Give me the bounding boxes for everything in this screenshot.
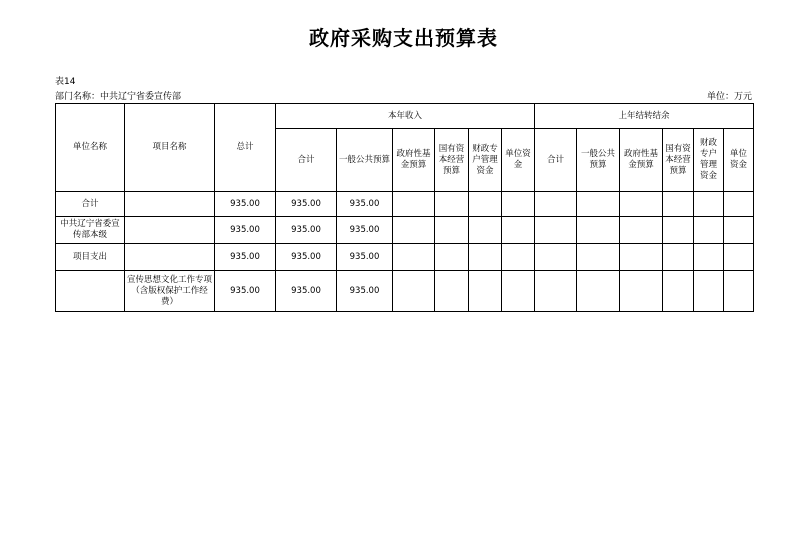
cell-empty [393,192,435,217]
header-co-state-capital: 国有资本经营预算 [663,129,694,192]
cell-empty [663,271,694,312]
cell-empty [663,244,694,271]
table-number: 表14 [55,77,76,87]
cell-unit: 项目支出 [56,244,125,271]
cell-empty [694,244,724,271]
cell-cy-general: 935.00 [337,192,393,217]
header-co-fund: 政府性基金预算 [620,129,663,192]
cell-empty [502,244,535,271]
cell-unit: 中共辽宁省委宣传部本级 [56,217,125,244]
cell-empty [393,217,435,244]
cell-empty [577,271,620,312]
cell-empty [535,217,577,244]
header-co-general: 一般公共预算 [577,129,620,192]
cell-empty [724,217,754,244]
cell-empty [694,217,724,244]
cell-cy-total: 935.00 [276,192,337,217]
header-unit-name: 单位名称 [56,104,125,192]
cell-empty [469,271,502,312]
table-row [56,192,754,217]
cell-empty [535,192,577,217]
cell-empty [435,271,469,312]
cell-empty [469,217,502,244]
cell-empty [694,271,724,312]
cell-cy-general: 935.00 [337,217,393,244]
header-co-total: 合计 [535,129,577,192]
cell-empty [393,271,435,312]
cell-total: 935.00 [215,217,276,244]
cell-empty [535,271,577,312]
cell-cy-general: 935.00 [337,271,393,312]
header-project-name: 项目名称 [125,104,215,192]
header-co-special-account: 财政专户管理资金 [694,129,724,192]
cell-unit: 合计 [56,192,125,217]
header-total: 总计 [215,104,276,192]
cell-empty [694,192,724,217]
cell-empty [620,271,663,312]
header-cy-total: 合计 [276,129,337,192]
header-cy-general: 一般公共预算 [337,129,393,192]
cell-project: 宣传思想文化工作专项（含版权保护工作经费） [125,271,215,312]
cell-empty [620,192,663,217]
cell-empty [577,244,620,271]
cell-empty [469,192,502,217]
cell-unit [56,271,125,312]
cell-cy-total: 935.00 [276,244,337,271]
cell-empty [502,192,535,217]
page-title: 政府采购支出预算表 [309,26,498,50]
header-current-year-income: 本年收入 [276,104,535,129]
header-co-unit-funds: 单位资金 [724,129,754,192]
header-carryover: 上年结转结余 [535,104,754,129]
cell-cy-general: 935.00 [337,244,393,271]
cell-empty [620,217,663,244]
cell-cy-total: 935.00 [276,271,337,312]
header-cy-special-account: 财政专户管理资金 [469,129,502,192]
table-row [56,244,754,271]
cell-empty [393,244,435,271]
cell-empty [620,244,663,271]
cell-cy-total: 935.00 [276,217,337,244]
cell-empty [577,192,620,217]
cell-empty [435,217,469,244]
cell-empty [724,271,754,312]
cell-empty [435,244,469,271]
department-name: 部门名称：中共辽宁省委宣传部 [55,92,182,102]
header-row-group [56,104,754,129]
unit-label: 单位：万元 [706,92,752,102]
cell-empty [663,217,694,244]
cell-empty [577,217,620,244]
cell-empty [724,244,754,271]
cell-total: 935.00 [215,244,276,271]
cell-project [125,217,215,244]
cell-total: 935.00 [215,192,276,217]
cell-empty [502,271,535,312]
cell-total: 935.00 [215,271,276,312]
header-cy-state-capital: 国有资本经营预算 [435,129,469,192]
cell-empty [435,192,469,217]
table-row [56,271,754,312]
procurement-budget-table [55,103,754,312]
header-cy-fund: 政府性基金预算 [393,129,435,192]
cell-project [125,244,215,271]
cell-empty [535,244,577,271]
table-row [56,217,754,244]
header-cy-unit-funds: 单位资金 [502,129,535,192]
cell-empty [469,244,502,271]
cell-empty [724,192,754,217]
cell-empty [663,192,694,217]
cell-project [125,192,215,217]
cell-empty [502,217,535,244]
